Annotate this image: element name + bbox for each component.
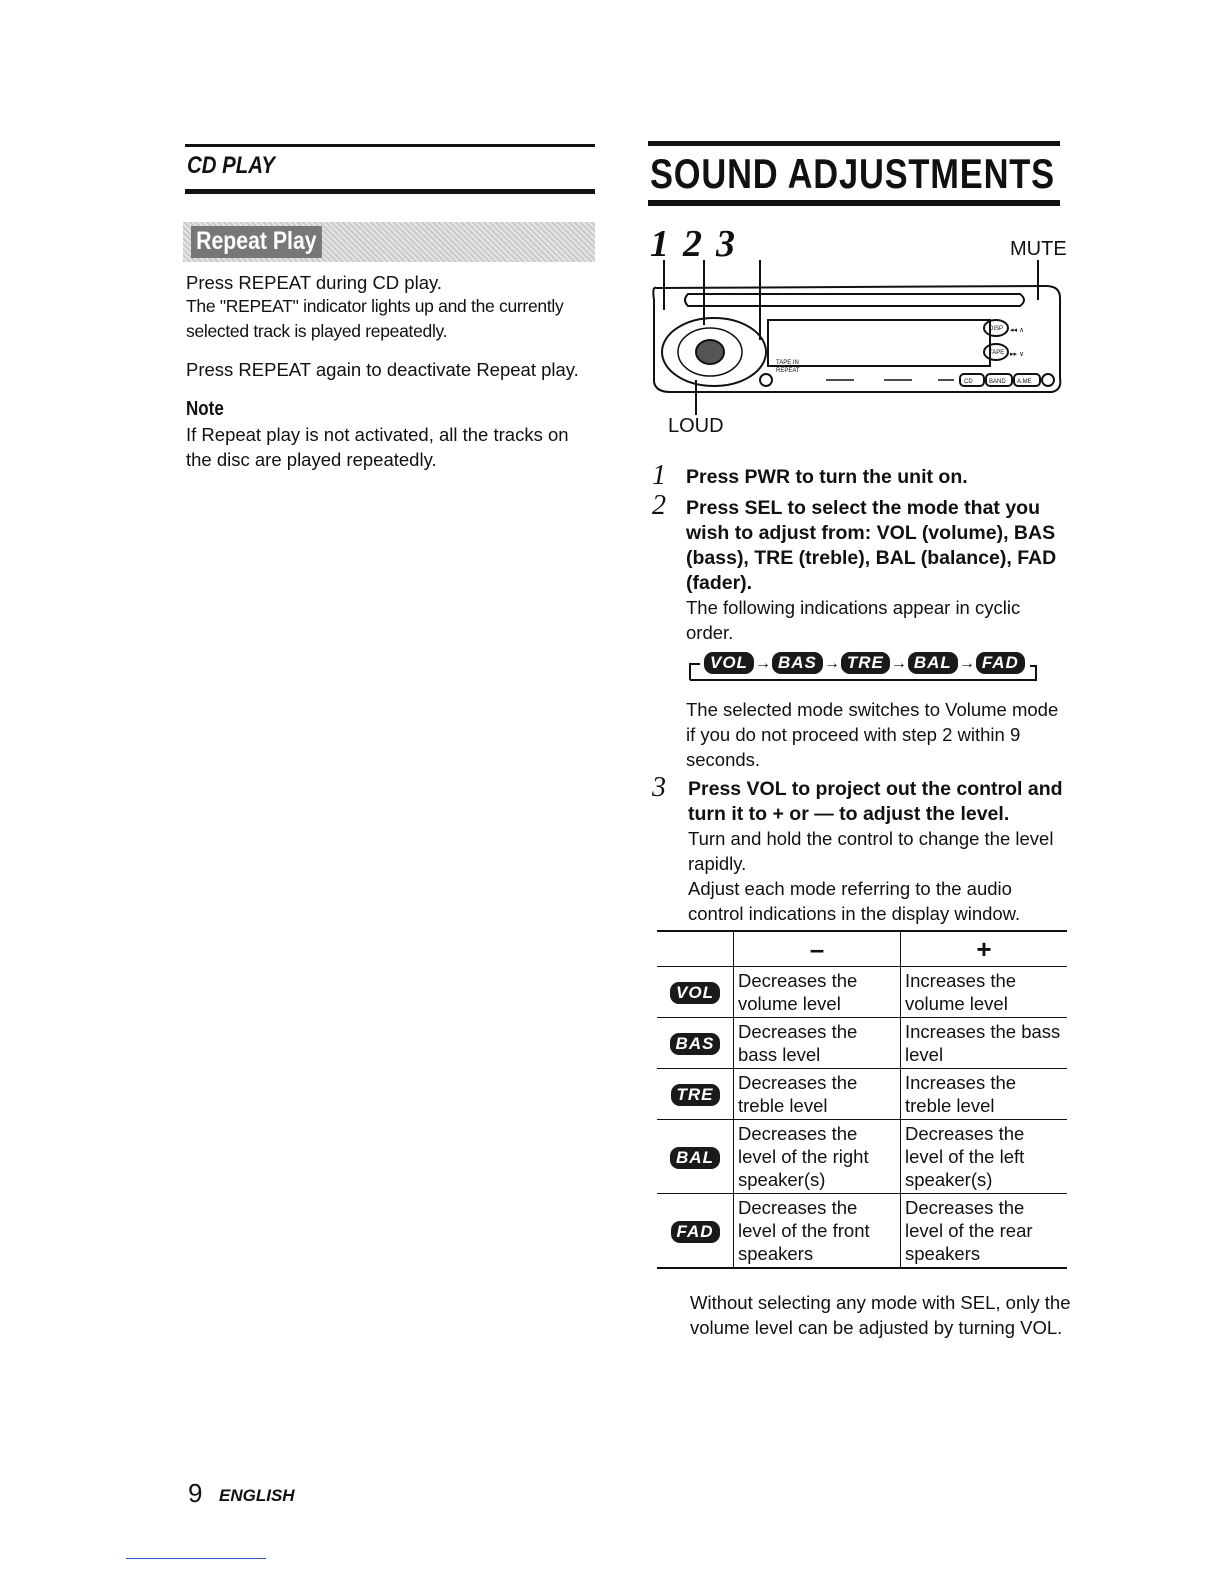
bas-minus-cell: Decreases the bass level [734,1018,901,1069]
footer-language: ENGLISH [219,1486,295,1505]
tre-plus-cell: Increases the treble level [901,1069,1068,1120]
svg-text:◂◂ ∧: ◂◂ ∧ [1010,327,1025,334]
table-header-plus: + [901,931,1068,967]
table-row [657,1069,1067,1120]
bal-plus-cell: Decreases the level of the left speaker(s) [901,1120,1068,1194]
diagram-number-1: 1 [650,223,669,265]
bas-badge: BAS [670,1033,721,1055]
step-3-note-2: Adjust each mode referring to the audio control indications in the display window. [688,878,1021,924]
right-top-rule [648,141,1060,146]
vol-minus-cell: Decreases the volume level [734,967,901,1018]
bal-badge: BAL [670,1147,720,1169]
page-title: SOUND ADJUSTMENTS [650,150,1055,197]
tre-badge: TRE [671,1084,720,1106]
diagram-number-3: 3 [716,223,735,265]
table-header-row [657,931,1067,967]
cycle-bal-badge: BAL [908,652,958,674]
right-title-rule [648,200,1060,206]
step-2-instruction: Press SEL to select the mode that you wish to adjust from: VOL (volume), BAS (bass), TRE (treble), BAL (balance), FAD (fader). [686,497,1057,594]
bottom-link-line [126,1558,266,1559]
table-row [657,1120,1067,1194]
step-1-instruction: Press PWR to turn the unit on. [686,466,968,488]
left-top-rule [185,144,595,147]
note-title: Note [186,398,224,420]
table-header-minus: – [734,931,901,967]
step-3-instruction: Press VOL to project out the control and turn it to + or — to adjust the level. [688,778,1063,825]
mode-cycle-diagram: VOL → BAS → TRE → BAL → FAD [686,650,1066,692]
cd-button-label: CD [964,379,973,385]
mute-label: MUTE [1010,238,1067,260]
step-2-timeout-note: The selected mode switches to Volume mode if you do not proceed with step 2 within 9 seconds. [686,699,1059,770]
note-text: If Repeat play is not activated, all the tracks on the disc are played repeatedly. [186,424,569,470]
bal-minus-cell: Decreases the level of the right speaker(s) [734,1120,901,1194]
table-row [657,1018,1067,1069]
step-3-number: 3 [652,772,666,803]
step-3-note-1: Turn and hold the control to change the level rapidly. [688,828,1054,874]
section-header: CD PLAY [187,152,276,179]
band-button-label: BAND [989,379,1006,385]
cycle-vol-badge: VOL [704,652,754,674]
fad-minus-cell: Decreases the level of the front speakers [734,1194,901,1269]
step-2-number: 2 [652,490,666,521]
fad-badge: FAD [671,1221,720,1243]
closing-note: Without selecting any mode with SEL, only the volume level can be adjusted by turning VOL. [690,1292,1071,1338]
page-number: 9 [188,1478,203,1508]
tape-button-label: TAPE [989,350,1005,356]
left-header-rule [185,189,595,194]
svg-text:▸▸ ∨: ▸▸ ∨ [1010,351,1025,358]
vol-badge: VOL [670,982,720,1004]
tre-minus-cell: Decreases the treble level [734,1069,901,1120]
loud-label: LOUD [668,415,724,437]
cycle-tre-badge: TRE [841,652,890,674]
audio-control-table [657,930,1067,1269]
repeat-indicator-label: REPEAT [776,368,800,374]
paragraph-2: The "REPEAT" indicator lights up and the currently selected track is played repeatedly. [186,296,564,341]
cycle-fad-badge: FAD [976,652,1025,674]
car-stereo-faceplate [648,240,1064,420]
table-header-mode [657,931,734,967]
vol-plus-cell: Increases the volume level [901,967,1068,1018]
section-title: Repeat Play [191,226,322,258]
paragraph-3: Press REPEAT again to deactivate Repeat play. [186,359,579,380]
cycle-bas-badge: BAS [772,652,823,674]
step-1-number: 1 [652,460,666,491]
diagram-number-2: 2 [683,223,702,265]
section-title-bar [183,222,595,262]
tape-in-indicator-label: TAPE IN [776,360,799,366]
bas-plus-cell: Increases the bass level [901,1018,1068,1069]
table-row [657,1194,1067,1269]
paragraph-1: Press REPEAT during CD play. [186,272,443,293]
table-row [657,967,1067,1018]
step-2-note: The following indications appear in cyclic order. [686,597,1021,643]
fad-plus-cell: Decreases the level of the rear speakers [901,1194,1068,1269]
disp-button-label: DISP [989,326,1004,332]
ame-button-label: A.ME [1017,379,1032,385]
